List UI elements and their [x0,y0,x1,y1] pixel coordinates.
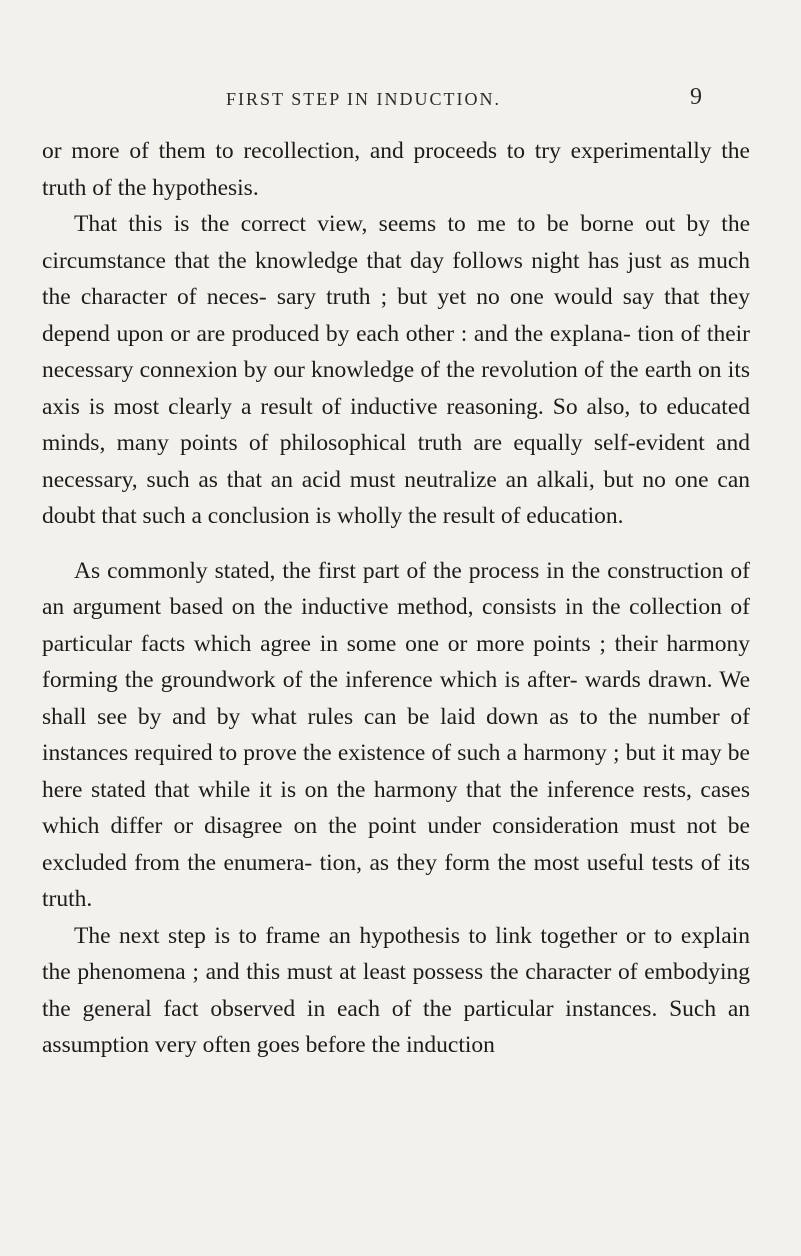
page-number: 9 [690,84,702,110]
paragraph-commonly-stated: As commonly stated, the first part of the process in the construction of an argument based on the inductive method, consists in the collection of particular facts which agree in some one or more points ; their harmony forming the groundwork of the inference which is after- wards drawn. We shall see by and by what rules can be laid down as to the number of instances required to prove the existence of such a harmony ; but it may be here stated that while it is on the harmony that the inference rests, cases which differ or disagree on the point under consideration must not be excluded from the enumera- tion, as they form the most useful tests of its truth. [42,557,750,912]
body-text [42,133,750,1064]
running-head: FIRST STEP IN INDUCTION. [226,89,502,109]
paragraph-next-step: The next step is to frame an hypothesis to link together or to explain the phenomena ; and this must at least possess the character of embodying the general fact observed in each of the particular instances. Such an assumption very often goes before the induction [42,922,750,1058]
paragraph-continuation: or more of them to recollection, and proceeds to try experimentally the truth of the hypothesis. [42,138,750,201]
paragraph-correct-view: That this is the correct view, seems to me to be borne out by the circumstance that the knowledge that day follows night has just as much the character of neces- sary truth ; but yet no one would say that they depend upon or are produced by each other : and the explana- tion of their necessary connexion by our knowledge of the revolution of the earth on its axis is most clearly a result of inductive reasoning. So also, to educated minds, many points of philosophical truth are equally self-evident and necessary, such as that an acid must neutralize an alkali, but no one can doubt that such a conclusion is wholly the result of education. [42,211,750,529]
